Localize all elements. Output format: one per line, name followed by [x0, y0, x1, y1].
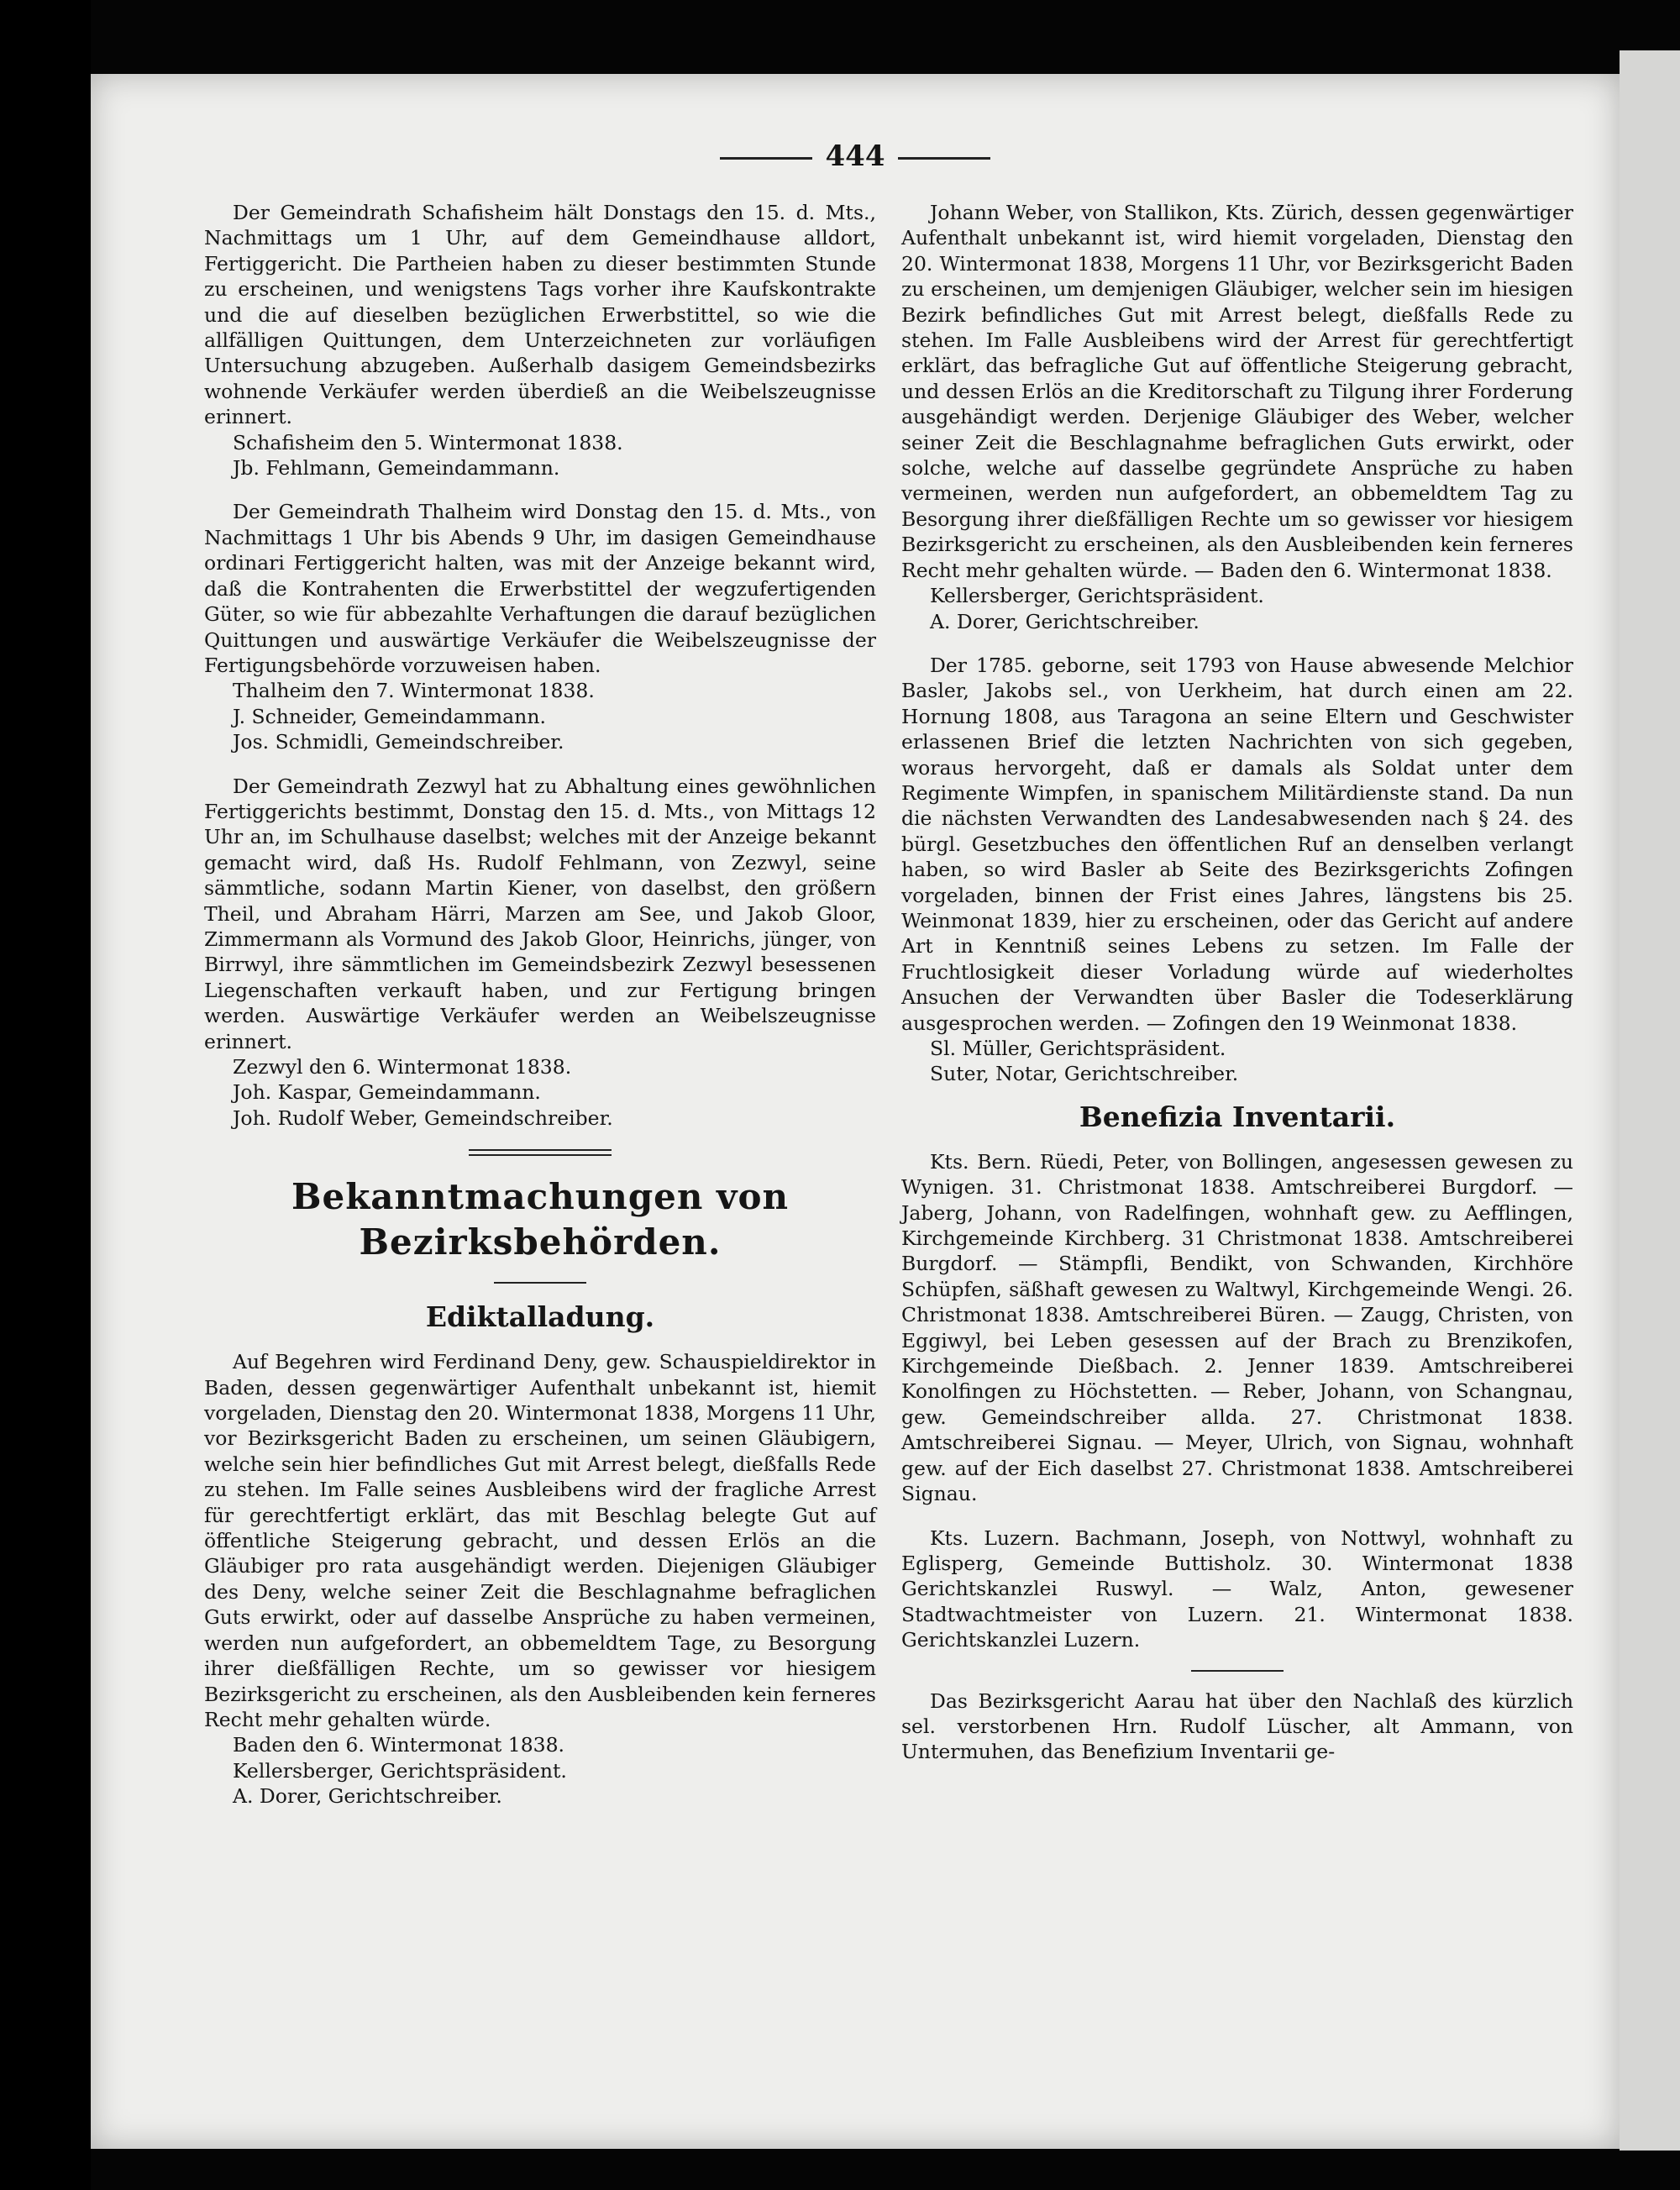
- notice-edikt-basler: [901, 653, 1573, 1087]
- page-number: 444: [825, 139, 885, 173]
- signature: Joh. Rudolf Weber, Gemeindschreiber.: [233, 1106, 613, 1130]
- newspaper-page: [91, 74, 1620, 2149]
- signature: J. Schneider, Gemeindammann.: [233, 704, 546, 728]
- header-rule-left: [720, 157, 812, 160]
- signature: Kellersberger, Gerichtspräsident.: [930, 584, 1264, 608]
- place-date: Baden den 6. Wintermonat 1838.: [233, 1733, 565, 1757]
- signature: Suter, Notar, Gerichtschreiber.: [930, 1062, 1239, 1086]
- place-date: Schafisheim den 5. Wintermonat 1838.: [233, 430, 623, 454]
- place-date: Zezwyl den 6. Wintermonat 1838.: [233, 1055, 572, 1079]
- signature: A. Dorer, Gerichtschreiber.: [930, 609, 1200, 633]
- section-divider: [469, 1149, 612, 1156]
- notice-zezwyl: [204, 774, 876, 1132]
- notice-divider: [1191, 1670, 1284, 1672]
- page-number-header: [91, 139, 1620, 173]
- notice-text: Der 1785. geborne, seit 1793 von Hause abwesende Melchior Basler, Jakobs sel., von Uerkheim, hat durch einen am 22. Hornung 1808, aus Taragona an seine Eltern und Geschwister erlassenen Brief die letzten Nachrichten von sich gegeben, woraus hervorgeht, daß er damals als Soldat unter dem Regimente Wimpfen, in spanischem Militärdienste stand. Da nun die nächsten Verwandten des Landesabwesenden nach § 24. des bürgl. Gesetzbuches den öffentlichen Ruf an denselben verlangt haben, so wird Basler ab Seite des Bezirksgerichts Zofingen vorgeladen, binnen der Frist eines Jahres, längstens bis 25. Weinmonat 1839, hier zu erscheinen, oder das Gericht auf andere Art in Kenntniß seines Lebens zu setzen. Im Falle der Fruchtlosigkeit dieser Vorladung würde auf wiederholtes Ansuchen der Verwandten über Basler die Todeserklärung ausgesprochen werden. — Zofingen den 19 Weinmonat 1838.: [901, 653, 1573, 1035]
- signature: Sl. Müller, Gerichtspräsident.: [930, 1037, 1226, 1060]
- scan-border-left: [0, 0, 91, 2190]
- section-heading: Bekanntmachungen von Bezirksbehörden.: [291, 1176, 790, 1263]
- adjacent-page-edge: [1620, 50, 1680, 2151]
- notice-edikt-weber: [901, 200, 1573, 634]
- notice-aarau: [901, 1688, 1573, 1765]
- heading-rule: [494, 1282, 586, 1284]
- right-column: [901, 200, 1573, 1765]
- notice-text: Der Gemeindrath Thalheim wird Donstag den 15. d. Mts., von Nachmittags 1 Uhr bis Abends 9 Uhr, im dasigen Gemeindhause ordinari Fertiggericht halten, was mit der Anzeige bekannt wird, daß die Kontrahenten die Erwerbstittel der wegzufertigenden Güter, so wie für abbezahlte Verhaftungen die darauf bezüglichen Quittungen und auswärtige Verkäufer die Weibelszeugnisse der Fertigungsbehörde vorzuweisen haben.: [204, 500, 876, 677]
- place-date: Thalheim den 7. Wintermonat 1838.: [233, 679, 595, 703]
- signature: Jb. Fehlmann, Gemeindammann.: [233, 456, 560, 481]
- header-rule-right: [898, 157, 990, 160]
- notice-text: Johann Weber, von Stallikon, Kts. Zürich, dessen gegenwärtiger Aufenthalt unbekannt ist, wird hiemit vorgeladen, Dienstag den 20. Wintermonat 1838, Morgens 11 Uhr, vor Bezirksgericht Baden zu erscheinen, um demjenigen Gläubiger, welcher sein im hiesigen Bezirk befindliches Gut mit Arrest belegt, dießfalls Rede zu stehen. Im Falle Ausbleibens wird der Arrest für gerechtfertigt erklärt, das befragliche Gut auf öffentliche Steigerung gebracht, und dessen Erlös an die Kreditorschaft zu Tilgung ihrer Forderung ausgehändigt werden. Derjenige Gläubiger des Weber, welcher seiner Zeit die Beschlagnahme befraglichen Guts erwirkt, oder solche, welche auf dasselbe gegründete Ansprüche zu haben vermeinen, werden nun aufgefordert, an obbemeldtem Tag zu Besorgung ihrer dießfälligen Rechte um so gewisser vor hiesigem Bezirksgericht zu erscheinen, als den Ausbleibenden kein ferneres Recht mehr gehalten würde. — Baden den 6. Wintermonat 1838.: [901, 201, 1573, 582]
- notice-thalheim: [204, 499, 876, 754]
- notice-text: Das Bezirksgericht Aarau hat über den Nachlaß des kürzlich sel. verstorbenen Hrn. Rudolf Lüscher, alt Ammann, von Untermuhen, das Benefizium Inventarii ge-: [901, 1688, 1573, 1764]
- notice-schafisheim: [204, 200, 876, 481]
- notice-text: Der Gemeindrath Zezwyl hat zu Abhaltung eines gewöhnlichen Fertiggerichts bestimmt, Donstag den 15. d. Mts., von Mittags 12 Uhr an, im Schulhause daselbst; welches mit der Anzeige bekannt gemacht wird, daß Hs. Rudolf Fehlmann, von Zezwyl, seine sämmtliche, sodann Martin Kiener, von daselbst, den größern Theil, und Abraham Härri, Marzen am See, und Jakob Gloor, Zimmermann als Vormund des Jakob Gloor, Heinrichs, jünger, von Birrwyl, ihre sämmtlichen im Gemeindsbezirk Zezwyl besessenen Liegenschaften verkauft haben, und zur Fertigung bringen werden. Auswärtige Verkäufer werden an Weibelszeugnisse erinnert.: [204, 774, 876, 1053]
- signature: Kellersberger, Gerichtspräsident.: [233, 1758, 567, 1783]
- notice-text: Auf Begehren wird Ferdinand Deny, gew. Schauspieldirektor in Baden, dessen gegenwärtiger Aufenthalt unbekannt ist, hiemit vorgeladen, Dienstag den 20. Wintermonat 1838, Morgens 11 Uhr, vor Bezirksgericht Baden zu erscheinen, um seinen Gläubigern, welche sein hier befindliches Gut mit Arrest belegt, dießfalls Rede zu stehen. Im Falle seines Ausbleibens wird der fragliche Arrest für gerechtfertigt erklärt, das mit Beschlag belegte Gut auf öffentliche Steigerung gebracht, und dessen Erlös an die Gläubiger pro rata ausgehändigt werden. Diejenigen Gläubiger des Deny, welche seiner Zeit die Beschlagnahme befraglichen Guts erwirkt, oder auf dasselbe Ansprüche zu haben vermeinen, werden nun aufgefordert, an obbemeldtem Tage, zu Besorgung ihrer dießfälligen Rechte, um so gewisser vor hiesigem Bezirksgericht zu erscheinen, als den Ausbleibenden kein ferneres Recht mehr gehalten würde.: [204, 1350, 876, 1731]
- notice-text: Der Gemeindrath Schafisheim hält Donstags den 15. d. Mts., Nachmittags um 1 Uhr, auf dem Gemeindhause alldort, Fertiggericht. Die Partheien haben zu dieser bestimmten Stunde zu erscheinen, und wenigstens Tags vorher ihre Kaufskontrakte und die auf dieselben bezüglichen Erwerbstittel, so wie die allfälligen Quittungen, dem Unterzeichneten zur vorläufigen Untersuchung abzugeben. Außerhalb dasigem Gemeindsbezirks wohnende Verkäufer werden überdieß an die Weibelszeugnisse erinnert.: [204, 201, 876, 429]
- subsection-heading: Benefizia Inventarii.: [1079, 1100, 1396, 1133]
- subsection-heading: Ediktalladung.: [425, 1300, 655, 1334]
- notice-edikt-deny: [204, 1349, 876, 1809]
- notice-text: Kts. Luzern. Bachmann, Joseph, von Nottwyl, wohnhaft zu Eglisperg, Gemeinde Buttisholz. 30. Wintermonat 1838 Gerichtskanzlei Ruswyl. — Walz, Anton, gewesener Stadtwachtmeister von Luzern. 21. Wintermonat 1838. Gerichtskanzlei Luzern.: [901, 1526, 1573, 1652]
- signature: Jos. Schmidli, Gemeindschreiber.: [233, 730, 564, 754]
- notice-text: Kts. Bern. Rüedi, Peter, von Bollingen, angesessen gewesen zu Wynigen. 31. Christmonat 1838. Amtschreiberei Burgdorf. — Jaberg, Johann, von Radelfingen, wohnhaft gew. zu Aefflingen, Kirchgemeinde Kirchberg. 31 Christmonat 1838. Amtschreiberei Burgdorf. — Stämpfli, Bendikt, von Schwanden, Kirchhöre Schüpfen, säßhaft gewesen zu Waltwyl, Kirchgemeinde Wengi. 26. Christmonat 1838. Amtschreiberei Büren. — Zaugg, Christen, von Eggiwyl, bei Leben gesessen auf der Brach zu Brenzikofen, Kirchgemeinde Dießbach. 2. Jenner 1839. Amtschreiberei Konolfingen zu Höchstetten. — Reber, Johann, von Schangnau, gew. Gemeindschreiber allda. 27. Christmonat 1838. Amtschreiberei Signau. — Meyer, Ulrich, von Signau, wohnhaft gew. auf der Eich daselbst 27. Christmonat 1838. Amtschreiberei Signau.: [901, 1149, 1573, 1506]
- left-column: [204, 200, 876, 1809]
- notice-luzern: [901, 1526, 1573, 1653]
- signature: A. Dorer, Gerichtschreiber.: [233, 1784, 502, 1809]
- notice-bern: [901, 1149, 1573, 1507]
- signature: Joh. Kaspar, Gemeindammann.: [233, 1080, 541, 1105]
